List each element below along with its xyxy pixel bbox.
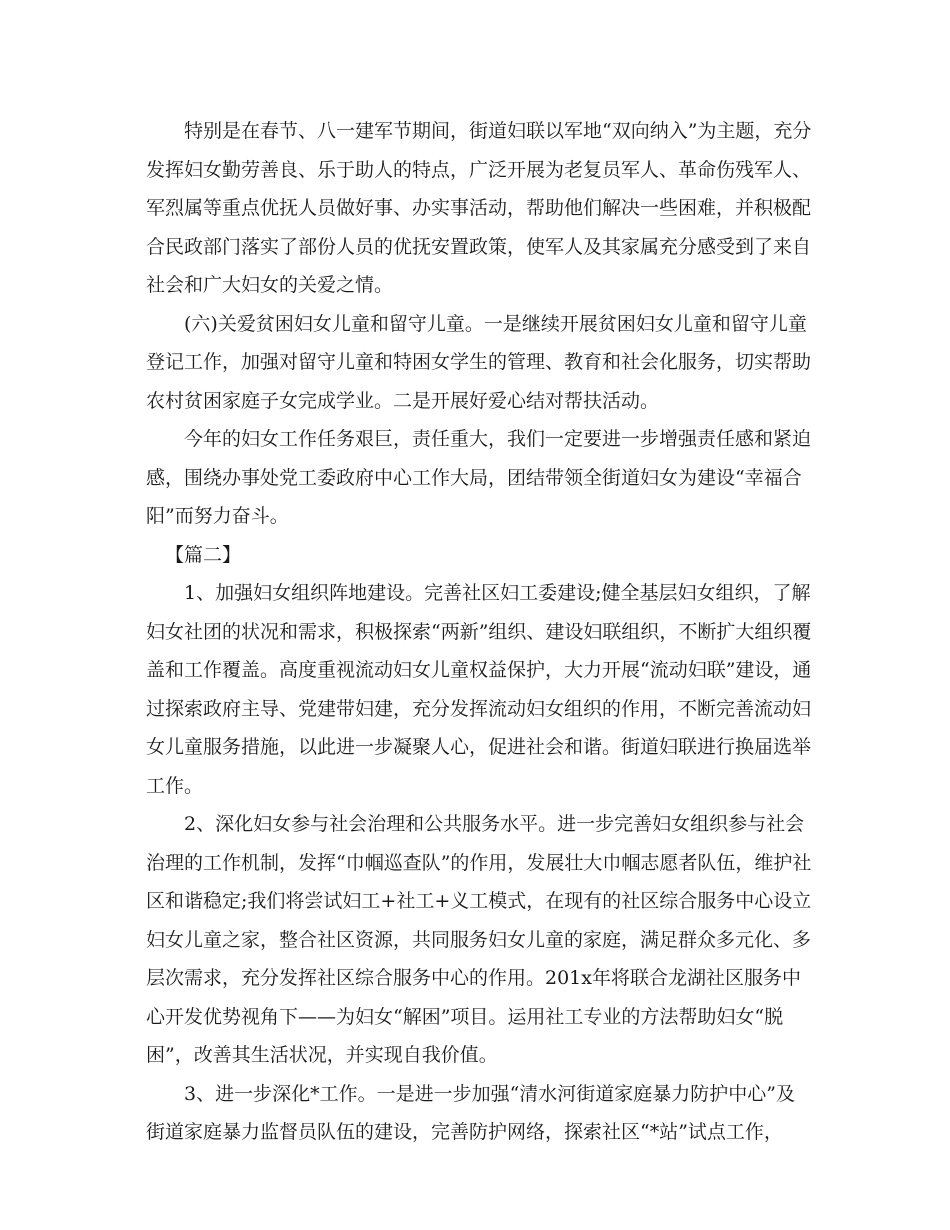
paragraph-item-3: 3、进一步深化*工作。一是进一步加强“清水河街道家庭暴力防护中心”及街道家庭暴力监督员队伍的建设，完善防护网络，探索社区“*站”试点工作， bbox=[146, 1082, 796, 1143]
section-heading: 【篇二】 bbox=[165, 543, 242, 566]
paragraph-item-1: 1、加强妇女组织阵地建设。完善社区妇工委建设;健全基层妇女组织，了解妇女社团的状况和需求，积极探索“两新”组织、建设妇联组织，不断扩大组织覆盖和工作覆盖。高度重视流动妇女儿童权益保护，大力开展“流动妇联”建设，通过探索政府主导、党建带妇建，充分发挥流动妇女组织的作用，不断完善流动妇女儿童服务措施，以此进一步凝聚人心，促进社会和谐。街道妇联进行换届选举工作。 bbox=[146, 582, 812, 797]
paragraph-military-support: 特别是在春节、八一建军节期间，街道妇联以军地“双向纳入”为主题，充分发挥妇女勤劳善良、乐于助人的特点，广泛开展为老复员军人、革命伤残军人、军烈属等重点优抚人员做好事、办实事活动，帮助他们解决一些困难，并积极配合民政部门落实了部份人员的优抚安置政策，使军人及其家属充分感受到了来自社会和广大妇女的关爱之情。 bbox=[146, 120, 812, 296]
paragraph-item-2: 2、深化妇女参与社会治理和公共服务水平。进一步完善妇女组织参与社会治理的工作机制，发挥“巾帼巡查队”的作用，发展壮大巾帼志愿者队伍，维护社区和谐稳定;我们将尝试妇工+社工+义工模式，在现有的社区综合服务中心设立妇女儿童之家，整合社区资源，共同服务妇女儿童的家庭，满足群众多元化、多层次需求，充分发挥社区综合服务中心的作用。201x年将联合龙湖社区服务中心开发优势视角下——为妇女“解困”项目。运用社工专业的方法帮助妇女“脱困”，改善其生活状况，并实现自我价值。 bbox=[146, 813, 812, 1066]
paragraph-conclusion: 今年的妇女工作任务艰巨，责任重大，我们一定要进一步增强责任感和紧迫感，围绕办事处党工委政府中心工作大局，团结带领全街道妇女为建设“幸福合阳”而努力奋斗。 bbox=[146, 428, 812, 527]
paragraph-poor-children-care: (六)关爱贫困妇女儿童和留守儿童。一是继续开展贫困妇女儿童和留守儿童登记工作，加强对留守儿童和特困女学生的管理、教育和社会化服务，切实帮助农村贫困家庭子女完成学业。二是开展好爱心结对帮扶活动。 bbox=[146, 312, 812, 412]
document-body bbox=[146, 112, 814, 1152]
